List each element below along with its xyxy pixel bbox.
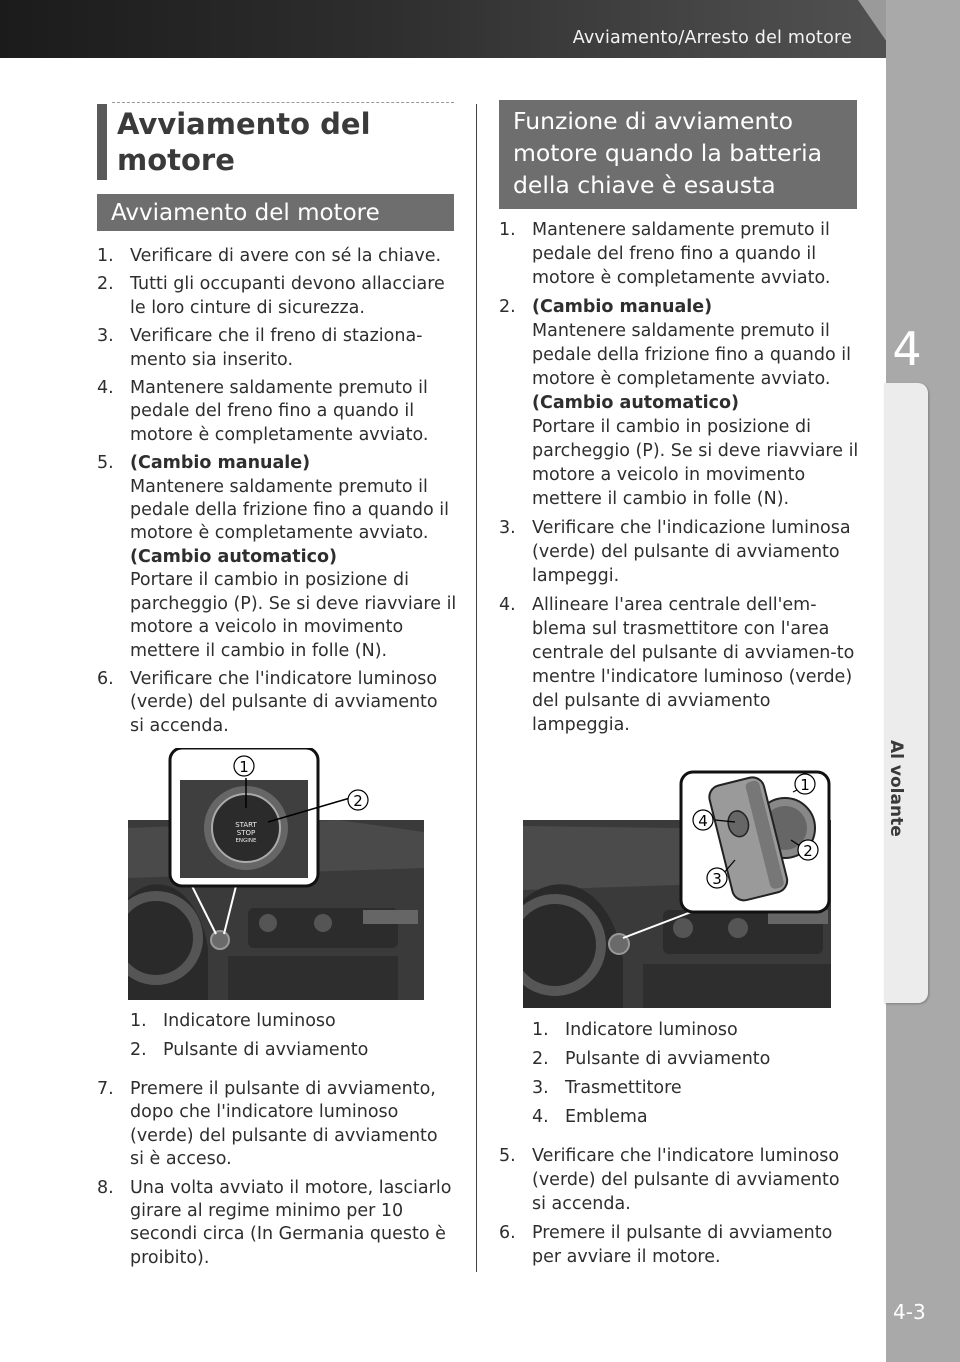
running-header-title: Avviamento/Arresto del motore (572, 28, 852, 48)
left-steps-b (97, 1078, 457, 1275)
list-item: 1. Mantenere saldamente premuto il pedale del freno fino a quando il motore è completamente avviato. (499, 220, 831, 288)
list-item: 7. Premere il pulsante di avviamento, dopo che l'indicatore luminoso (verde) del pulsante di avviamento si è acceso. (97, 1079, 438, 1170)
watermark: carmanualsonline.info (555, 1328, 799, 1353)
chapter-name-wrap (886, 740, 920, 860)
left-figure-captions (130, 1007, 450, 1065)
title-dashed-rule (112, 102, 454, 103)
list-item: 1. Indicatore luminoso (130, 1011, 336, 1031)
callout-2: 2 (353, 792, 363, 810)
button-text-engine: ENGINE (235, 838, 257, 844)
section-title-right: Funzione di avviamento motore quando la batteria della chiave è esausta (499, 100, 857, 209)
key-fob-illustration (523, 770, 831, 1008)
chapter-tab[interactable] (884, 383, 928, 1003)
callout-3: 3 (712, 870, 722, 888)
list-item: 4. Mantenere saldamente premuto il pedale del freno fino a quando il motore è completamente avviato. (97, 378, 429, 445)
callout-4: 4 (698, 812, 708, 830)
manual-label: (Cambio manuale) (532, 297, 713, 317)
list-item: 5. Verificare che l'indicatore luminoso (verde) del pulsante di avviamento si accenda. (499, 1146, 840, 1214)
column-divider (476, 104, 477, 1272)
auto-label: (Cambio automatico) (532, 393, 739, 413)
auto-label: (Cambio automatico) (130, 546, 337, 567)
section-subtitle: Avviamento del motore (97, 194, 454, 231)
callout-1: 1 (239, 758, 249, 776)
list-item: 6. Premere il pulsante di avviamento per avviare il motore. (499, 1223, 833, 1267)
key-fob-figure (523, 770, 831, 1008)
right-steps-a (499, 218, 859, 742)
chapter-name: Al volante (886, 740, 906, 837)
list-item: 2. Pulsante di avviamento (130, 1040, 369, 1060)
start-button-illustration (128, 748, 424, 1000)
right-steps-b (499, 1144, 859, 1274)
list-item: 6. Verificare che l'indicatore luminoso (verde) del pulsante di avviamento si accenda. (97, 668, 438, 736)
list-item: 2. Pulsante di avviamento (532, 1049, 771, 1069)
start-button-figure (128, 748, 424, 1000)
manual-label: (Cambio manuale) (130, 453, 311, 474)
chapter-number: 4 (892, 322, 922, 376)
right-figure-captions (532, 1016, 852, 1132)
page-number: 4-3 (893, 1300, 926, 1324)
list-item: 3. Trasmettitore (532, 1078, 682, 1098)
list-item: 3. Verificare che l'indicazione luminosa (verde) del pulsante di avviamento lampeggi. (499, 518, 851, 586)
list-item: 3. Verificare che il freno di staziona-mento sia inserito. (97, 326, 423, 370)
list-item: 1. Verificare di avere con sé la chiave. (97, 246, 442, 266)
callout-2: 2 (803, 842, 813, 860)
section-title: Avviamento del motore (117, 107, 371, 177)
left-steps-a (97, 245, 457, 743)
title-accent-bar (97, 104, 107, 180)
callout-1: 1 (800, 776, 810, 794)
list-item: 2. Tutti gli occupanti devono allacciare le loro cinture di sicurezza. (97, 274, 445, 318)
button-text-stop: STOP (236, 829, 256, 837)
list-item: 5. (Cambio manuale) Mantenere saldamente premuto il pedale della frizione fino a quando il motore è completamente avviato. (Cambio automatico) Portare il cambio in posizione di parcheggio (P). Se si deve riavviare il motore a veicolo in movimento mettere il cambio in folle (N). (97, 453, 457, 661)
list-item: 2. (Cambio manuale) Mantenere saldamente premuto il pedale della frizione fino a quando il motore è completamente avviato. (Cambio automatico) Portare il cambio in posizione di parcheggio (P). Se si deve riavviare il motore a veicolo in movimento mettere il cambio in folle (N). (499, 297, 859, 509)
list-item: 1. Indicatore luminoso (532, 1020, 738, 1040)
list-item: 8. Una volta avviato il motore, lasciarlo girare al regime minimo per 10 secondi circa (In Germania questo è proibito). (97, 1177, 452, 1268)
list-item: 4. Allineare l'area centrale dell'em-blema sul trasmettitore con l'area centrale del pulsante di avviamen-to mentre l'indicatore luminoso (verde) del pulsante di avviamento lampeggia. (499, 595, 855, 735)
button-text-start: START (235, 821, 257, 829)
list-item: 4. Emblema (532, 1107, 648, 1127)
